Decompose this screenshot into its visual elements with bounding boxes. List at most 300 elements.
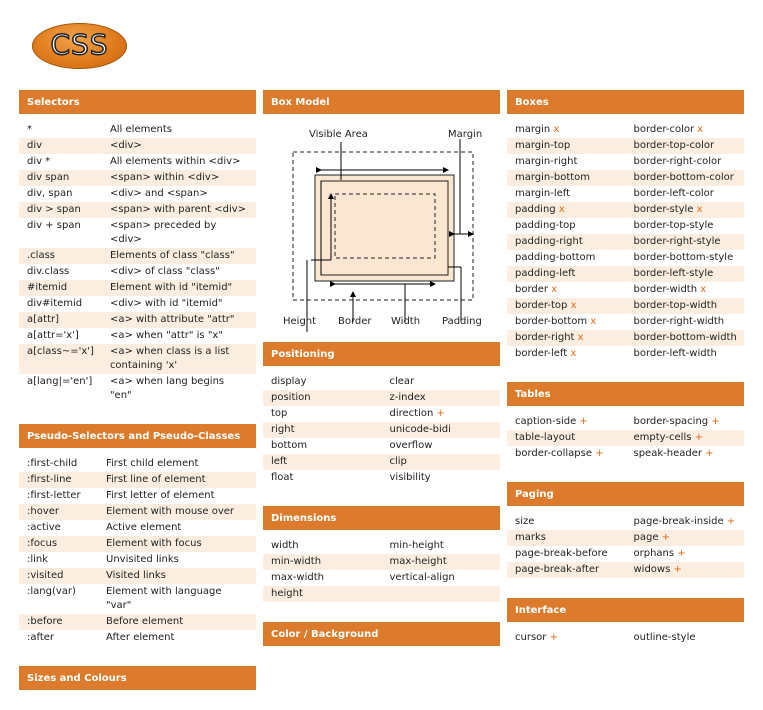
table-row bbox=[507, 546, 744, 562]
selector-cell: :lang(var) bbox=[27, 586, 76, 597]
table-row bbox=[19, 520, 256, 536]
table-row bbox=[507, 122, 744, 138]
description-cell: <div> and <span> bbox=[109, 188, 208, 199]
property-marker: + bbox=[579, 416, 588, 427]
property-marker: x bbox=[551, 284, 558, 295]
property-name: margin-left bbox=[515, 188, 571, 199]
property-cell bbox=[626, 430, 745, 446]
description-cell: Element with mouse over bbox=[98, 504, 256, 520]
table-row bbox=[263, 470, 500, 486]
property-name: border bbox=[515, 284, 549, 295]
table-row bbox=[507, 630, 744, 646]
property-cell bbox=[507, 138, 626, 154]
dimensions-table bbox=[263, 538, 500, 602]
property-cell bbox=[507, 314, 626, 330]
property-marker: + bbox=[705, 448, 714, 459]
section-header: Boxes bbox=[507, 90, 744, 114]
property-cell bbox=[263, 586, 382, 602]
selector-cell: :visited bbox=[19, 568, 98, 584]
property-name: border-bottom-style bbox=[633, 252, 734, 263]
property-name: margin-top bbox=[515, 140, 571, 151]
property-name: page-break-inside bbox=[633, 516, 724, 527]
property-name: direction bbox=[389, 408, 434, 419]
selector-cell: div + span bbox=[27, 220, 81, 231]
css-logo bbox=[32, 23, 127, 69]
property-name: border-right-width bbox=[633, 316, 725, 327]
positioning-table bbox=[263, 374, 500, 486]
table-row bbox=[263, 586, 500, 602]
section-header: Sizes and Colours bbox=[19, 666, 256, 690]
table-row bbox=[19, 170, 256, 186]
table-row bbox=[19, 296, 256, 312]
property-cell bbox=[507, 266, 626, 282]
table-row bbox=[507, 314, 744, 330]
section-header: Dimensions bbox=[263, 506, 500, 530]
table-row bbox=[263, 390, 500, 406]
property-cell bbox=[626, 154, 745, 170]
dimensions-section bbox=[263, 506, 500, 602]
property-name: border-bottom-color bbox=[633, 172, 734, 183]
property-name: page bbox=[633, 532, 659, 543]
selector-cell: a[lang|='en'] bbox=[27, 376, 93, 387]
property-cell bbox=[507, 546, 626, 562]
description-cell: <a> when class is a list containing 'x' bbox=[102, 344, 256, 374]
table-row bbox=[263, 406, 500, 422]
table-row bbox=[507, 530, 744, 546]
property-cell bbox=[626, 314, 745, 330]
column-left bbox=[19, 90, 256, 710]
property-name: speak-header bbox=[633, 448, 702, 459]
property-cell bbox=[263, 438, 382, 454]
property-name: max-width bbox=[271, 572, 324, 583]
table-row bbox=[507, 170, 744, 186]
height-label: Height bbox=[283, 316, 317, 327]
interface-table bbox=[507, 630, 744, 646]
description-cell: <div> bbox=[102, 138, 256, 154]
description-cell: <a> when "attr" is "x" bbox=[109, 330, 223, 341]
paging-section bbox=[507, 482, 744, 578]
property-cell bbox=[507, 630, 626, 646]
property-marker: x bbox=[553, 124, 560, 135]
property-cell bbox=[626, 218, 745, 234]
property-name: padding-right bbox=[515, 236, 583, 247]
property-name: overflow bbox=[389, 440, 433, 451]
section-header: Positioning bbox=[263, 342, 500, 366]
property-name: border-top bbox=[515, 300, 568, 311]
section-header: Interface bbox=[507, 598, 744, 622]
positioning-section bbox=[263, 342, 500, 486]
border-label: Border bbox=[338, 316, 372, 327]
property-cell bbox=[507, 330, 626, 346]
tables-section bbox=[507, 382, 744, 462]
property-name: clip bbox=[389, 456, 407, 467]
property-cell bbox=[382, 422, 501, 438]
property-name: border-spacing bbox=[633, 416, 709, 427]
property-cell bbox=[626, 202, 745, 218]
property-cell bbox=[626, 122, 745, 138]
property-marker: x bbox=[577, 332, 584, 343]
property-cell bbox=[626, 282, 745, 298]
section-header: Paging bbox=[507, 482, 744, 506]
property-marker: + bbox=[726, 516, 736, 527]
table-row bbox=[19, 344, 256, 374]
property-cell bbox=[507, 186, 626, 202]
property-name: page-break-after bbox=[515, 564, 600, 575]
visible-area-label: Visible Area bbox=[309, 129, 368, 140]
property-cell bbox=[507, 234, 626, 250]
content-box bbox=[335, 194, 435, 258]
column-right bbox=[507, 90, 744, 666]
sizes-section bbox=[19, 666, 256, 690]
table-row bbox=[263, 454, 500, 470]
property-name: z-index bbox=[389, 392, 426, 403]
property-cell bbox=[382, 586, 501, 602]
property-marker: x bbox=[696, 204, 703, 215]
width-label: Width bbox=[391, 316, 421, 327]
description-cell: Unvisited links bbox=[106, 554, 179, 565]
property-cell bbox=[626, 446, 745, 462]
selectors-table bbox=[19, 122, 256, 404]
table-row bbox=[19, 154, 256, 170]
property-name: border-style bbox=[633, 204, 694, 215]
table-row bbox=[507, 562, 744, 578]
description-cell: Element with focus bbox=[98, 536, 256, 552]
table-row bbox=[19, 552, 256, 568]
property-cell bbox=[507, 562, 626, 578]
column-middle bbox=[263, 90, 500, 666]
property-name: orphans bbox=[633, 548, 675, 559]
property-name: min-height bbox=[389, 540, 444, 551]
property-name: min-width bbox=[271, 556, 322, 567]
table-row bbox=[263, 570, 500, 586]
table-row bbox=[507, 414, 744, 430]
property-name: cursor bbox=[515, 632, 547, 643]
property-name: position bbox=[271, 392, 311, 403]
property-marker: x bbox=[700, 284, 707, 295]
property-cell bbox=[626, 514, 745, 530]
table-row bbox=[507, 298, 744, 314]
property-name: border-left-color bbox=[633, 188, 714, 199]
property-cell bbox=[626, 414, 745, 430]
property-name: float bbox=[271, 472, 294, 483]
property-cell bbox=[507, 514, 626, 530]
selector-cell: :first-letter bbox=[27, 490, 81, 501]
property-cell bbox=[507, 530, 626, 546]
property-marker: x bbox=[590, 316, 597, 327]
table-row bbox=[507, 186, 744, 202]
property-name: caption-side bbox=[515, 416, 577, 427]
selector-cell: a[attr='x'] bbox=[27, 330, 79, 341]
description-cell: All elements bbox=[109, 124, 172, 135]
boxes-section bbox=[507, 90, 744, 362]
table-row bbox=[507, 346, 744, 362]
property-name: vertical-align bbox=[389, 572, 455, 583]
table-row bbox=[507, 266, 744, 282]
property-cell bbox=[507, 154, 626, 170]
table-row bbox=[507, 250, 744, 266]
table-row bbox=[263, 422, 500, 438]
selector-cell: :hover bbox=[19, 504, 98, 520]
selector-cell: div > span bbox=[19, 202, 102, 218]
property-name: border-right bbox=[515, 332, 575, 343]
property-name: left bbox=[271, 456, 288, 467]
description-cell: Elements of class "class" bbox=[102, 248, 256, 264]
property-marker: + bbox=[549, 632, 558, 643]
table-row bbox=[19, 630, 256, 646]
property-name: size bbox=[515, 516, 535, 527]
description-cell: <a> when lang begins "en" bbox=[109, 376, 225, 401]
section-header: Pseudo-Selectors and Pseudo-Classes bbox=[19, 424, 256, 448]
description-cell: After element bbox=[106, 632, 175, 643]
property-name: marks bbox=[515, 532, 546, 543]
property-cell bbox=[507, 298, 626, 314]
selector-cell: div, span bbox=[27, 188, 73, 199]
table-row bbox=[19, 186, 256, 202]
table-row bbox=[19, 264, 256, 280]
table-row bbox=[19, 122, 256, 138]
property-cell bbox=[507, 170, 626, 186]
table-row bbox=[19, 248, 256, 264]
table-row bbox=[263, 554, 500, 570]
property-name: visibility bbox=[389, 472, 431, 483]
property-name: margin bbox=[515, 124, 551, 135]
property-name: empty-cells bbox=[633, 432, 692, 443]
description-cell: Before element bbox=[98, 614, 256, 630]
table-row bbox=[19, 614, 256, 630]
property-cell bbox=[626, 234, 745, 250]
selector-cell: * bbox=[27, 124, 32, 135]
property-name: height bbox=[271, 588, 303, 599]
property-cell bbox=[626, 346, 745, 362]
property-name: bottom bbox=[271, 440, 308, 451]
property-cell bbox=[263, 538, 382, 554]
property-name: border-left-width bbox=[633, 348, 717, 359]
description-cell: Element with language "var" bbox=[106, 586, 222, 611]
selector-cell: #itemid bbox=[19, 280, 102, 296]
property-cell bbox=[626, 170, 745, 186]
property-name: width bbox=[271, 540, 299, 551]
table-row bbox=[19, 584, 256, 614]
property-name: clear bbox=[389, 376, 415, 387]
property-name: border-top-style bbox=[633, 220, 714, 231]
table-row bbox=[19, 312, 256, 328]
property-name: border-bottom bbox=[515, 316, 588, 327]
property-marker: + bbox=[673, 564, 682, 575]
table-row bbox=[19, 218, 256, 248]
property-cell bbox=[626, 630, 745, 646]
table-row bbox=[19, 536, 256, 552]
description-cell: First letter of element bbox=[106, 490, 215, 501]
logo-text: CSS bbox=[50, 28, 109, 61]
table-row bbox=[19, 280, 256, 296]
table-row bbox=[19, 472, 256, 488]
property-marker: x bbox=[558, 204, 565, 215]
selector-cell: :after bbox=[27, 632, 55, 643]
property-name: border-right-style bbox=[633, 236, 721, 247]
table-row bbox=[507, 218, 744, 234]
table-row bbox=[19, 138, 256, 154]
selector-cell: div span bbox=[19, 170, 102, 186]
property-cell bbox=[507, 414, 626, 430]
table-row bbox=[19, 488, 256, 504]
property-name: border-collapse bbox=[515, 448, 592, 459]
interface-section bbox=[507, 598, 744, 646]
table-row bbox=[263, 538, 500, 554]
property-name: widows bbox=[633, 564, 671, 575]
paging-table bbox=[507, 514, 744, 578]
selectors-section bbox=[19, 90, 256, 404]
property-cell bbox=[626, 330, 745, 346]
property-cell bbox=[626, 546, 745, 562]
property-name: display bbox=[271, 376, 307, 387]
property-name: padding bbox=[515, 204, 556, 215]
selector-cell: div bbox=[19, 138, 102, 154]
pseudo-section bbox=[19, 424, 256, 646]
property-cell bbox=[626, 266, 745, 282]
property-marker: + bbox=[661, 532, 671, 543]
table-row bbox=[507, 514, 744, 530]
color-background-section bbox=[263, 622, 500, 646]
property-cell bbox=[626, 562, 745, 578]
property-name: border-bottom-width bbox=[633, 332, 737, 343]
property-marker: x bbox=[570, 300, 577, 311]
property-cell bbox=[263, 390, 382, 406]
property-name: outline-style bbox=[633, 632, 696, 643]
property-marker: x bbox=[697, 124, 704, 135]
property-marker: + bbox=[677, 548, 686, 559]
table-row bbox=[507, 330, 744, 346]
property-cell bbox=[382, 374, 501, 390]
description-cell: <span> within <div> bbox=[102, 170, 256, 186]
selector-cell: a[attr] bbox=[19, 312, 102, 328]
property-name: margin-bottom bbox=[515, 172, 591, 183]
property-name: border-left bbox=[515, 348, 568, 359]
table-row bbox=[507, 234, 744, 250]
section-header: Selectors bbox=[19, 90, 256, 114]
property-cell bbox=[382, 454, 501, 470]
property-marker: x bbox=[570, 348, 577, 359]
selector-cell: :before bbox=[19, 614, 98, 630]
description-cell: <span> preceded by <div> bbox=[109, 220, 217, 245]
property-cell bbox=[382, 570, 501, 586]
property-name: max-height bbox=[389, 556, 447, 567]
box-model-diagram bbox=[263, 122, 500, 332]
margin-label: Margin bbox=[448, 129, 483, 140]
property-name: border-right-color bbox=[633, 156, 722, 167]
property-name: right bbox=[271, 424, 295, 435]
property-cell bbox=[382, 554, 501, 570]
property-cell bbox=[382, 438, 501, 454]
description-cell: Element with id "itemid" bbox=[102, 280, 256, 296]
description-cell: <div> of class "class" bbox=[109, 266, 220, 277]
property-cell bbox=[382, 390, 501, 406]
property-marker: + bbox=[595, 448, 604, 459]
table-row bbox=[507, 138, 744, 154]
property-cell bbox=[507, 202, 626, 218]
table-row bbox=[19, 328, 256, 344]
property-name: border-top-color bbox=[633, 140, 715, 151]
property-cell bbox=[263, 570, 382, 586]
table-row bbox=[507, 202, 744, 218]
boxes-table bbox=[507, 122, 744, 362]
property-cell bbox=[626, 138, 745, 154]
table-row bbox=[507, 446, 744, 462]
table-row bbox=[19, 202, 256, 218]
property-cell bbox=[382, 406, 501, 422]
description-cell: Visited links bbox=[98, 568, 256, 584]
description-cell: <div> with id "itemid" bbox=[109, 298, 223, 309]
selector-cell: .class bbox=[19, 248, 102, 264]
property-cell bbox=[263, 422, 382, 438]
property-cell bbox=[626, 186, 745, 202]
box-model-section bbox=[263, 90, 500, 332]
selector-cell: :focus bbox=[19, 536, 98, 552]
description-cell: <span> with parent <div> bbox=[102, 202, 256, 218]
table-row bbox=[263, 438, 500, 454]
property-cell bbox=[626, 530, 745, 546]
description-cell: Active element bbox=[106, 522, 182, 533]
pseudo-table bbox=[19, 456, 256, 646]
property-name: padding-top bbox=[515, 220, 576, 231]
property-cell bbox=[507, 430, 626, 446]
table-row bbox=[19, 504, 256, 520]
section-header: Tables bbox=[507, 382, 744, 406]
property-name: border-color bbox=[633, 124, 695, 135]
description-cell: All elements within <div> bbox=[109, 156, 241, 167]
section-header: Box Model bbox=[263, 90, 500, 114]
selector-cell: :first-line bbox=[19, 472, 98, 488]
property-marker: + bbox=[436, 408, 445, 419]
table-row bbox=[19, 568, 256, 584]
property-cell bbox=[263, 374, 382, 390]
description-cell: First child element bbox=[106, 458, 199, 469]
table-row bbox=[263, 374, 500, 390]
property-cell bbox=[382, 470, 501, 486]
property-cell bbox=[507, 282, 626, 298]
property-name: padding-bottom bbox=[515, 252, 596, 263]
property-name: table-layout bbox=[515, 432, 576, 443]
property-cell bbox=[263, 454, 382, 470]
property-marker: + bbox=[711, 416, 720, 427]
property-cell bbox=[382, 538, 501, 554]
property-name: unicode-bidi bbox=[389, 424, 451, 435]
property-cell bbox=[507, 346, 626, 362]
selector-cell: div * bbox=[27, 156, 51, 167]
property-cell bbox=[507, 122, 626, 138]
property-cell bbox=[626, 298, 745, 314]
property-cell bbox=[626, 250, 745, 266]
description-cell: First line of element bbox=[98, 472, 256, 488]
selector-cell: :first-child bbox=[27, 458, 78, 469]
property-cell bbox=[263, 554, 382, 570]
selector-cell: a[class~='x'] bbox=[19, 344, 102, 374]
tables-table bbox=[507, 414, 744, 462]
property-cell bbox=[263, 406, 382, 422]
property-name: padding-left bbox=[515, 268, 576, 279]
selector-cell: :active bbox=[27, 522, 61, 533]
selector-cell: :link bbox=[27, 554, 49, 565]
box-model-svg bbox=[263, 122, 500, 332]
table-row bbox=[507, 282, 744, 298]
property-cell bbox=[507, 218, 626, 234]
property-marker: + bbox=[694, 432, 704, 443]
section-header: Color / Background bbox=[263, 622, 500, 646]
property-name: border-top-width bbox=[633, 300, 718, 311]
property-name: page-break-before bbox=[515, 548, 608, 559]
selector-cell: div.class bbox=[27, 266, 70, 277]
property-name: border-left-style bbox=[633, 268, 714, 279]
property-cell bbox=[263, 470, 382, 486]
